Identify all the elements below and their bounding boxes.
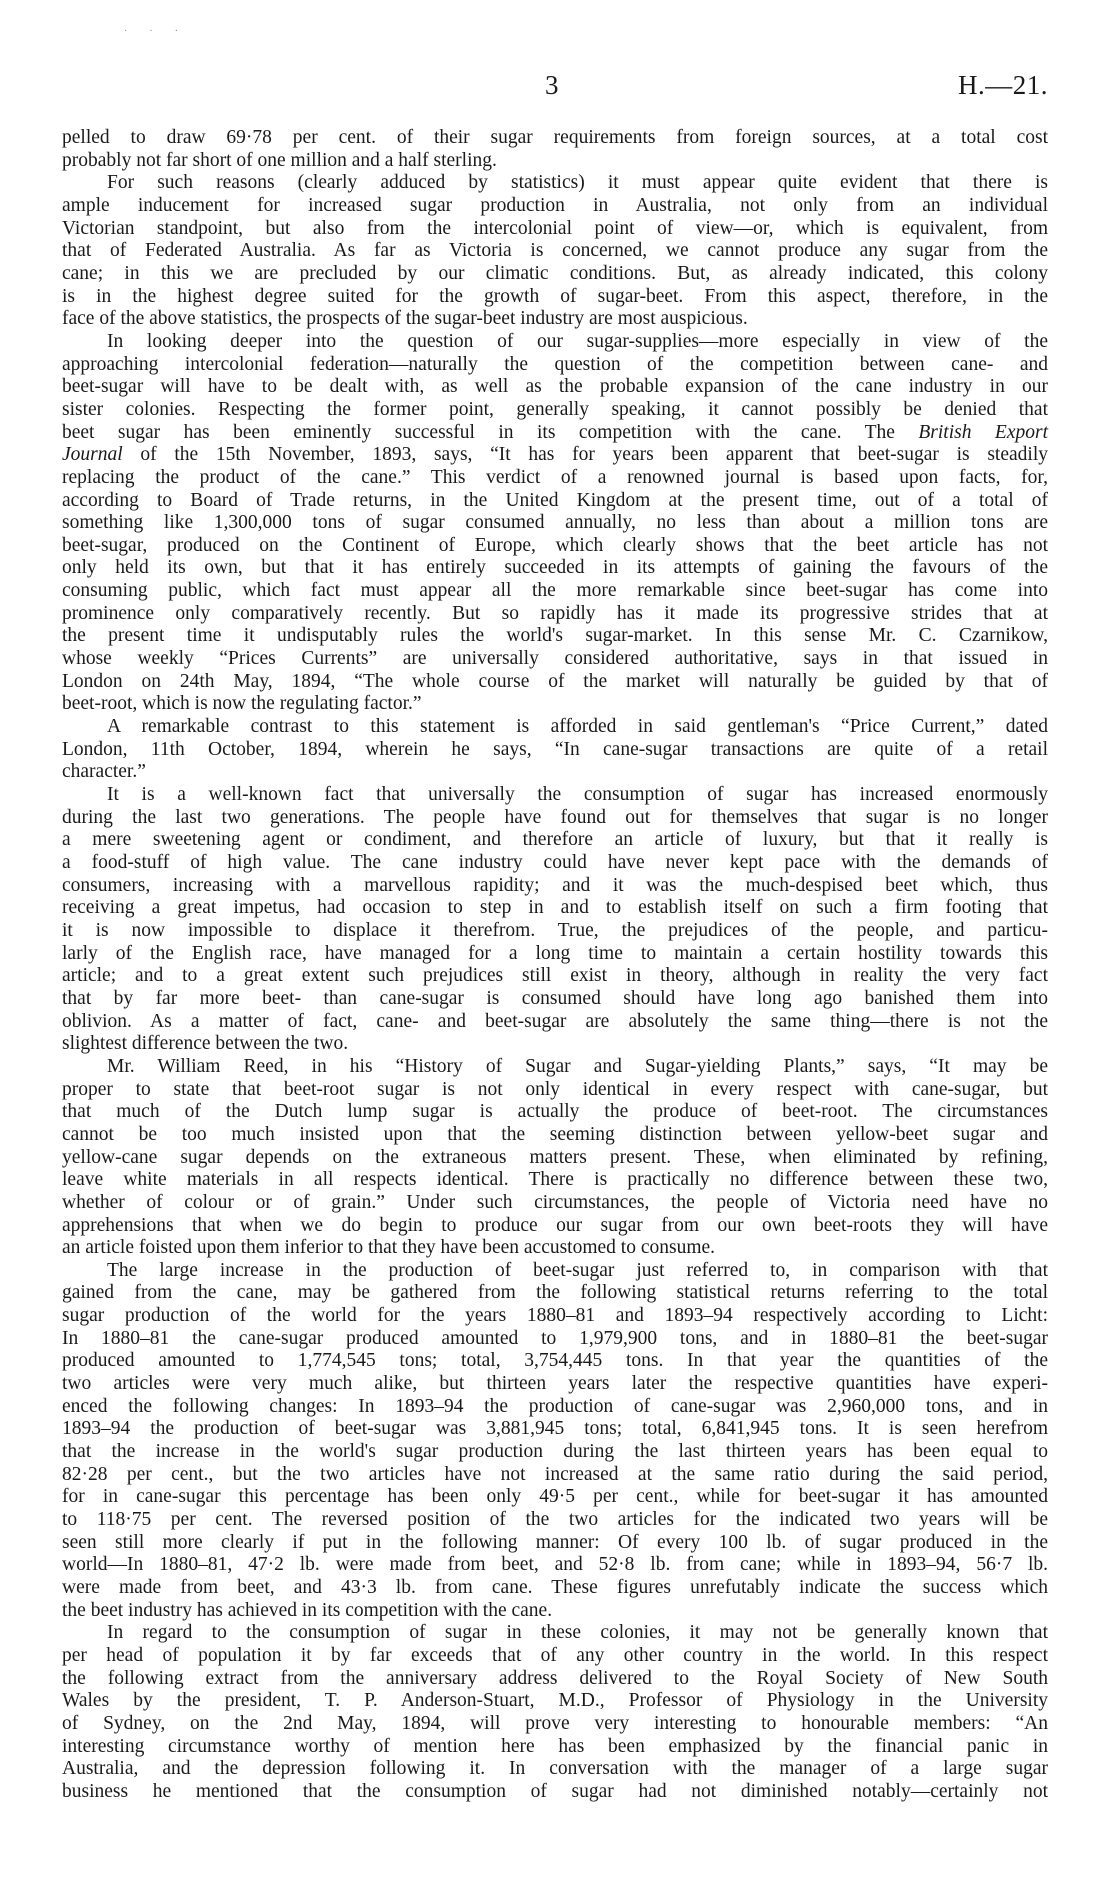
text-line: interesting circumstance worthy of mention here has been emphasized by the financial panic in (62, 1735, 1048, 1757)
text-line: Australia, and the depression following it. In conversation with the manager of a large sugar (62, 1758, 1048, 1780)
text-line (62, 444, 1048, 467)
text-line: London on 24th May, 1894, “The whole course of the market will naturally be guided by that of (62, 670, 1048, 692)
text-line: beet-sugar, produced on the Continent of Europe, which clearly shows that the beet article has not (62, 534, 1048, 556)
text-line: that of Federated Australia. As far as Victoria is concerned, we cannot produce any sugar from the (62, 240, 1048, 262)
paragraph (62, 1056, 1048, 1260)
text-line: In 1880–81 the cane-sugar produced amounted to 1,979,900 tons, and in 1880–81 the beet-sugar (62, 1327, 1048, 1349)
text-line: whether of colour or of grain.” Under such circumstances, the people of Victoria need have no (62, 1191, 1048, 1213)
text-line: London, 11th October, 1894, wherein he says, “In cane-sugar transactions are quite of a retail (62, 738, 1048, 760)
text-line: 1893–94 the production of beet-sugar was 3,881,945 tons; total, 6,841,945 tons. It is seen herefrom (62, 1418, 1048, 1440)
paragraph (62, 1622, 1048, 1803)
text-line: Mr. William Reed, in his “History of Sugar and Sugar-yielding Plants,” says, “It may be (107, 1055, 1048, 1077)
text-line: according to Board of Trade returns, in the United Kingdom at the present time, out of a total of (62, 489, 1048, 511)
text-line: something like 1,300,000 tons of sugar consumed annually, no less than about a million tons are (62, 512, 1048, 534)
text-line: The large increase in the production of beet-sugar just referred to, in comparison with that (107, 1259, 1048, 1281)
text-line: an article foisted upon them inferior to that they have been accustomed to consume. (62, 1237, 716, 1259)
italic-title: Journal (62, 444, 123, 466)
text-line: article; and to a great extent such prejudices still exist in theory, although in reality the very fact (62, 965, 1048, 987)
text-line: that the increase in the world's sugar production during the last thirteen years has been equal to (62, 1441, 1048, 1463)
text-line: cannot be too much insisted upon that the seeming distinction between yellow-beet sugar and (62, 1123, 1048, 1145)
text-line: to 118·75 per cent. The reversed position of the two articles for the indicated two years will be (62, 1509, 1048, 1531)
paragraph (62, 127, 1048, 172)
text-line: Victorian standpoint, but also from the intercolonial point of view—or, which is equivalent, from (62, 217, 1048, 239)
paragraph (62, 716, 1048, 784)
text-line: the following extract from the anniversary address delivered to the Royal Society of New South (62, 1667, 1048, 1689)
text-line: during the last two generations. The people have found out for themselves that sugar is no longer (62, 806, 1048, 828)
text-line: proper to state that beet-root sugar is not only identical in every respect with cane-sugar, but (62, 1078, 1048, 1100)
paragraph (62, 784, 1048, 1056)
italic-title: British Export (918, 421, 1048, 443)
text-line (62, 422, 1048, 445)
text-segment: beet sugar has been eminently successful in its competition with the cane. The (62, 421, 919, 443)
text-line: replacing the product of the cane.” This verdict of a renowned journal is based upon facts, for, (62, 466, 1048, 488)
text-line: it is now impossible to displace it therefrom. True, the prejudices of the people, and particu- (62, 919, 1048, 941)
text-line: the beet industry has achieved in its competition with the cane. (62, 1599, 553, 1621)
text-line: two articles were very much alike, but thirteen years later the respective quantities have experi- (62, 1373, 1048, 1395)
text-line: receiving a great impetus, had occasion to step in and to establish itself on such a firm footing that (62, 897, 1048, 919)
text-line: that by far more beet- than cane-sugar is consumed should have long ago banished them into (62, 987, 1048, 1009)
text-line: were made from beet, and 43·3 lb. from cane. These figures unrefutably indicate the success which (62, 1577, 1048, 1598)
body-text (62, 127, 1048, 1804)
text-line: In looking deeper into the question of our sugar-supplies—more especially in view of the (107, 330, 1048, 352)
text-line: cane; in this we are precluded by our climatic conditions. But, as already indicated, this colony (62, 262, 1048, 284)
document-reference: H.—21. (958, 70, 1048, 100)
text-line: A remarkable contrast to this statement is afforded in said gentleman's “Price Current,” dated (107, 716, 1048, 738)
text-line: yellow-cane sugar depends on the extraneous matters present. These, when eliminated by refining, (62, 1146, 1048, 1168)
text-line: a food-stuff of high value. The cane industry could have never kept pace with the demands of (62, 852, 1048, 873)
text-segment: of the 15th November, 1893, says, “It has for years been apparent that beet-sugar is steadily (122, 444, 1048, 466)
text-line: sister colonies. Respecting the former point, generally speaking, it cannot possibly be denied that (62, 398, 1048, 420)
text-line: seen still more clearly if put in the following manner: Of every 100 lb. of sugar produced in the (62, 1531, 1048, 1553)
text-line: In regard to the consumption of sugar in these colonies, it may not be generally known that (107, 1622, 1048, 1644)
text-line: face of the above statistics, the prospects of the sugar-beet industry are most auspicious. (62, 308, 748, 330)
paragraph (62, 1260, 1048, 1623)
text-line: character.” (62, 761, 146, 783)
text-line: larly of the English race, have managed for a long time to maintain a certain hostility towards this (62, 942, 1048, 964)
paragraph (62, 331, 1048, 716)
text-line: 82·28 per cent., but the two articles have not increased at the same ratio during the said period, (62, 1463, 1048, 1485)
scan-artifact-dots: ··· (124, 26, 200, 37)
text-line: leave white materials in all respects identical. There is practically no difference between these two, (62, 1169, 1048, 1191)
text-line: consumers, increasing with a marvellous rapidity; and it was the much-despised beet which, thus (62, 874, 1048, 896)
text-line: per head of population it by far exceeds that of any other country in the world. In this respect (62, 1644, 1048, 1666)
text-line: approaching intercolonial federation—naturally the question of the competition between cane- and (62, 353, 1048, 375)
text-line: For such reasons (clearly adduced by statistics) it must appear quite evident that there is (107, 172, 1048, 194)
paragraph (62, 172, 1048, 331)
text-line: of Sydney, on the 2nd May, 1894, will prove very interesting to honourable members: “An (62, 1712, 1048, 1734)
text-line: It is a well-known fact that universally the consumption of sugar has increased enormously (107, 784, 1048, 806)
text-line: beet-sugar will have to be dealt with, as well as the probable expansion of the cane industry in our (62, 376, 1048, 398)
text-line: Wales by the president, T. P. Anderson-Stuart, M.D., Professor of Physiology in the University (62, 1690, 1048, 1712)
text-line: whose weekly “Prices Currents” are universally considered authoritative, says in that issued in (62, 648, 1048, 670)
text-line: produced amounted to 1,774,545 tons; total, 3,754,445 tons. In that year the quantities of the (62, 1350, 1048, 1372)
text-line: consuming public, which fact must appear all the more remarkable since beet-sugar has come into (62, 580, 1048, 602)
text-line: is in the highest degree suited for the growth of sugar-beet. From this aspect, therefore, in the (62, 285, 1048, 307)
text-line: pelled to draw 69·78 per cent. of their sugar requirements from foreign sources, at a total cost (62, 127, 1048, 148)
text-line: gained from the cane, may be gathered from the following statistical returns referring to the total (62, 1282, 1048, 1304)
text-line: business he mentioned that the consumption of sugar had not diminished notably—certainly not (62, 1780, 1048, 1802)
text-line: that much of the Dutch lump sugar is actually the produce of beet-root. The circumstances (62, 1101, 1048, 1123)
text-line: sugar production of the world for the years 1880–81 and 1893–94 respectively according to Licht: (62, 1305, 1048, 1327)
page-number: 3 (545, 70, 559, 100)
text-line: a mere sweetening agent or condiment, and therefore an article of luxury, but that it really is (62, 829, 1048, 851)
text-line: enced the following changes: In 1893–94 the production of cane-sugar was 2,960,000 tons, and in (62, 1395, 1048, 1417)
text-line: world—In 1880–81, 47·2 lb. were made from beet, and 52·8 lb. from cane; while in 1893–94, 56·7 lb. (62, 1554, 1048, 1576)
text-line: apprehensions that when we do begin to produce our sugar from our own beet-roots they will have (62, 1214, 1048, 1236)
text-line: probably not far short of one million and a half sterling. (62, 149, 497, 171)
text-line: slightest difference between the two. (62, 1033, 349, 1055)
text-line: beet-root, which is now the regulating factor.” (62, 693, 422, 715)
text-line: oblivion. As a matter of fact, cane- and beet-sugar are absolutely the same thing—there is not the (62, 1010, 1048, 1032)
text-line: for in cane-sugar this percentage has been only 49·5 per cent., while for beet-sugar it has amounted (62, 1486, 1048, 1508)
text-line: only held its own, but that it has entirely succeeded in its attempts of gaining the favours of the (62, 557, 1048, 579)
text-line: the present time it undisputably rules the world's sugar-market. In this sense Mr. C. Czarnikow, (62, 625, 1048, 647)
text-line: ample inducement for increased sugar production in Australia, not only from an individual (62, 194, 1048, 216)
text-line: prominence only comparatively recently. But so rapidly has it made its progressive strides that at (62, 602, 1048, 624)
